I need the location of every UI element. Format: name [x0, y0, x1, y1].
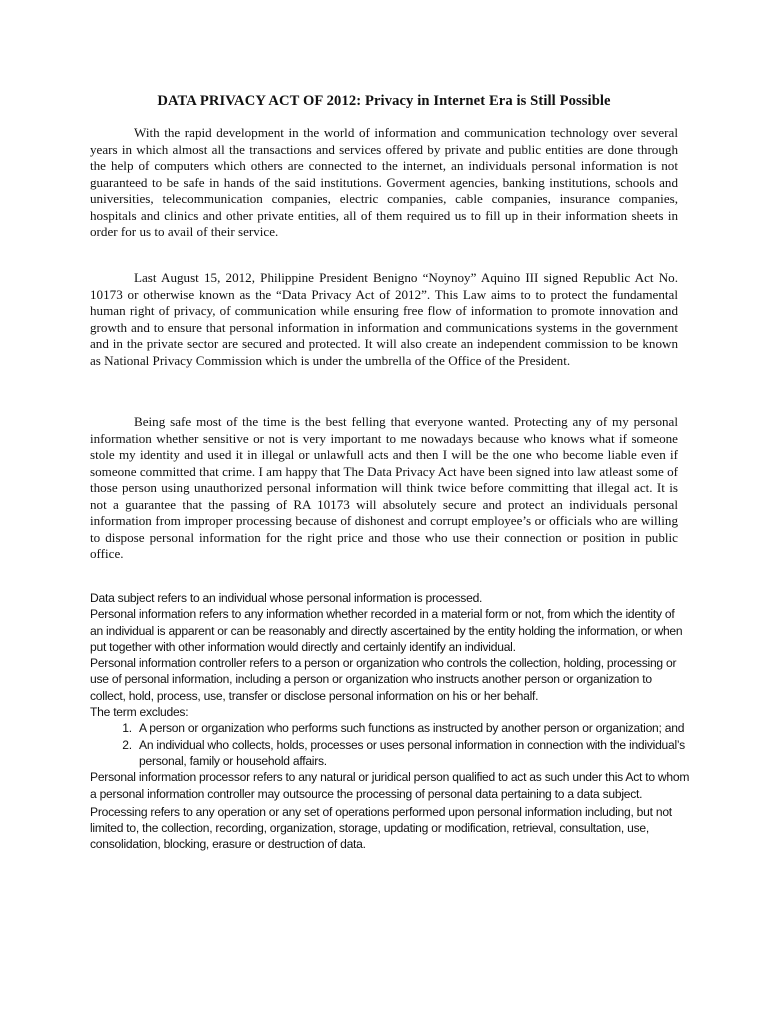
paragraph-intro: With the rapid development in the world of information and communication technology over several years in which almost all the transactions and services offered by private and public entities are done through the help of computers which others are connected to the internet, an individuals personal information is not guaranteed to be safe in hands of the said institutions. Goverment agencies, banking institutions, schools and universities, telecommunication companies, electric companies, cable companies, insurance companies, hospitals and clinics and other private entities, all of them required us to fill up in their information sheets in order for us to avail of their service.: [90, 125, 678, 239]
excludes-list: [90, 720, 690, 769]
definition-personal-information: Personal information refers to any information whether recorded in a material form or not, from which the identity of an individual is apparent or can be reasonably and directly ascertained by the entity holding the information, or when put together with other information would directly and certainly identify an individual.: [90, 607, 683, 654]
definition-processor: Personal information processor refers to any natural or juridical person qualified to act as such under this Act to whom a personal information controller may outsource the processing of personal data pertaining to a data subject.: [90, 770, 690, 801]
definition-processing: Processing refers to any operation or any set of operations performed upon personal information including, but not limited to, the collection, recording, organization, storage, updating or modification, retrieval, consultation, use, consolidation, blocking, erasure or destruction of data.: [90, 804, 672, 852]
definition-controller: Personal information controller refers to a person or organization who controls the collection, holding, processing or use of personal information, including a person or organization who instructs another person or organization to collect, hold, process, use, transfer or disclose personal information on his or her behalf.: [90, 656, 677, 703]
list-item: 2. An individual who collects, holds, processes or uses personal information in connection with the individual’s personal, family or household affairs.: [135, 737, 690, 770]
definition-data-subject: Data subject refers to an individual whose personal information is processed.: [90, 591, 483, 605]
list-item: 1. A person or organization who performs such functions as instructed by another person or organization; and: [135, 720, 690, 736]
document-title: DATA PRIVACY ACT OF 2012: Privacy in Internet Era is Still Possible: [157, 93, 611, 109]
definitions-section: [90, 590, 690, 853]
excludes-intro: The term excludes:: [90, 705, 189, 720]
paragraph-republic-act: Last August 15, 2012, Philippine President Benigno “Noynoy” Aquino III signed Republic Act No. 10173 or otherwise known as the “Data Privacy Act of 2012”. This Law aims to to protect the fundamental human right of privacy, of communication while ensuring free flow of information to promote innovation and growth and to ensure that personal information in information and communications systems in the government and in the private sector are secured and protected. It will also create an independent commission to be known as National Privacy Commission which is under the umbrella of the Office of the President.: [90, 270, 678, 368]
paragraph-opinion: Being safe most of the time is the best felling that everyone wanted. Protecting any of my personal information whether sensitive or not is very important to me nowadays because who knows what if someone stole my identity and used it in illegal or unlawfull acts and then I will be the one who become liable even if someone committed that crime. I am happy that The Data Privacy Act have been signed into law atleast some of those person using unauthorized personal information will think twice before committing that illegal act. It is not a guarantee that the passing of RA 10173 will absolutely secure and protect an individuals personal information from improper processing because of dishonest and corrupt employee’s or officials who are willing to dispose personal information for the right price and those who use their connection or position in public office.: [90, 414, 678, 561]
